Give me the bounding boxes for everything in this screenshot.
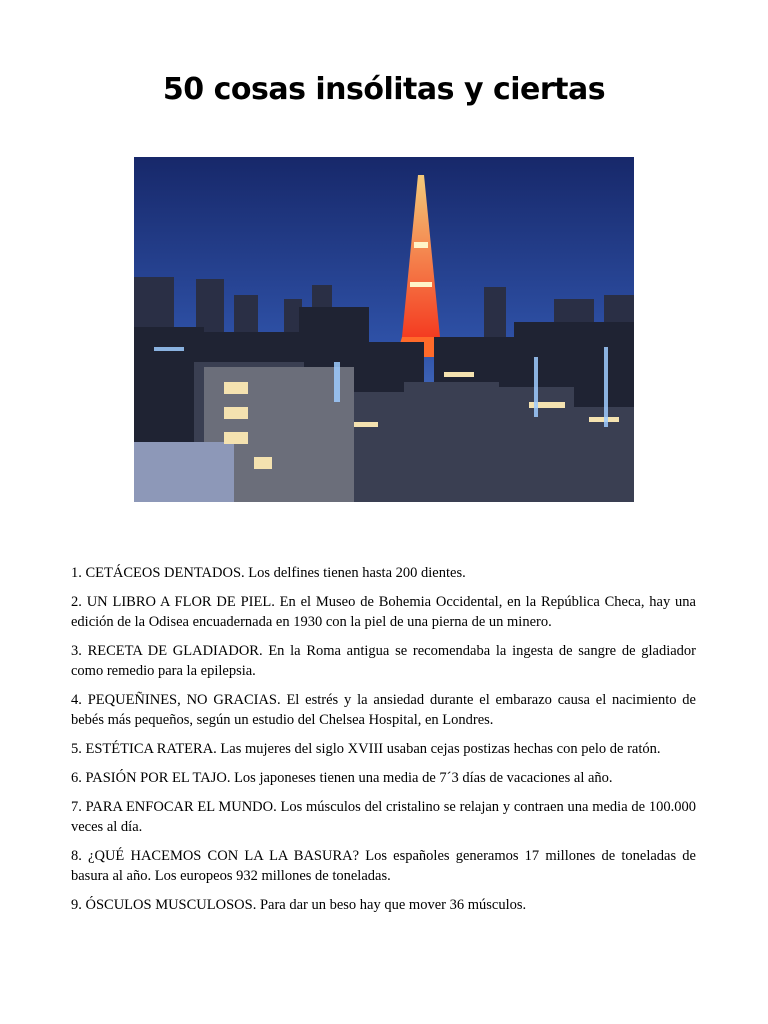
facts-list: [71, 563, 696, 924]
fact-item: 5. ESTÉTICA RATERA. Las mujeres del siglo XVIII usaban cejas postizas hechas con pelo de ratón.: [71, 741, 661, 757]
tokyo-tower-night-cityscape-icon: [134, 157, 634, 502]
fact-item: 2. UN LIBRO A FLOR DE PIEL. En el Museo de Bohemia Occidental, en la República Checa, hay una edición de la Odisea encuadernada en 1930 con la piel de una pierna de un minero.: [71, 594, 696, 630]
fact-item: 9. ÓSCULOS MUSCULOSOS. Para dar un beso hay que mover 36 músculos.: [71, 897, 527, 913]
fact-item: 6. PASIÓN POR EL TAJO. Los japoneses tienen una media de 7´3 días de vacaciones al año.: [71, 770, 613, 786]
fact-item: 8. ¿QUÉ HACEMOS CON LA LA BASURA? Los españoles generamos 17 millones de toneladas de basura al año. Los europeos 932 millones de toneladas.: [71, 848, 696, 884]
city-photo: [134, 157, 634, 502]
fact-item: 3. RECETA DE GLADIADOR. En la Roma antigua se recomendaba la ingesta de sangre de gladiador como remedio para la epilepsia.: [71, 643, 696, 679]
fact-item: 1. CETÁCEOS DENTADOS. Los delfines tienen hasta 200 dientes.: [71, 565, 466, 581]
fact-item: 4. PEQUEÑINES, NO GRACIAS. El estrés y la ansiedad durante el embarazo causa el nacimiento de bebés más pequeños, según un estudio del Chelsea Hospital, en Londres.: [71, 692, 696, 728]
fact-item: 7. PARA ENFOCAR EL MUNDO. Los músculos del cristalino se relajan y contraen una media de 100.000 veces al día.: [71, 799, 696, 835]
page-title: 50 cosas insólitas y ciertas: [162, 72, 606, 107]
